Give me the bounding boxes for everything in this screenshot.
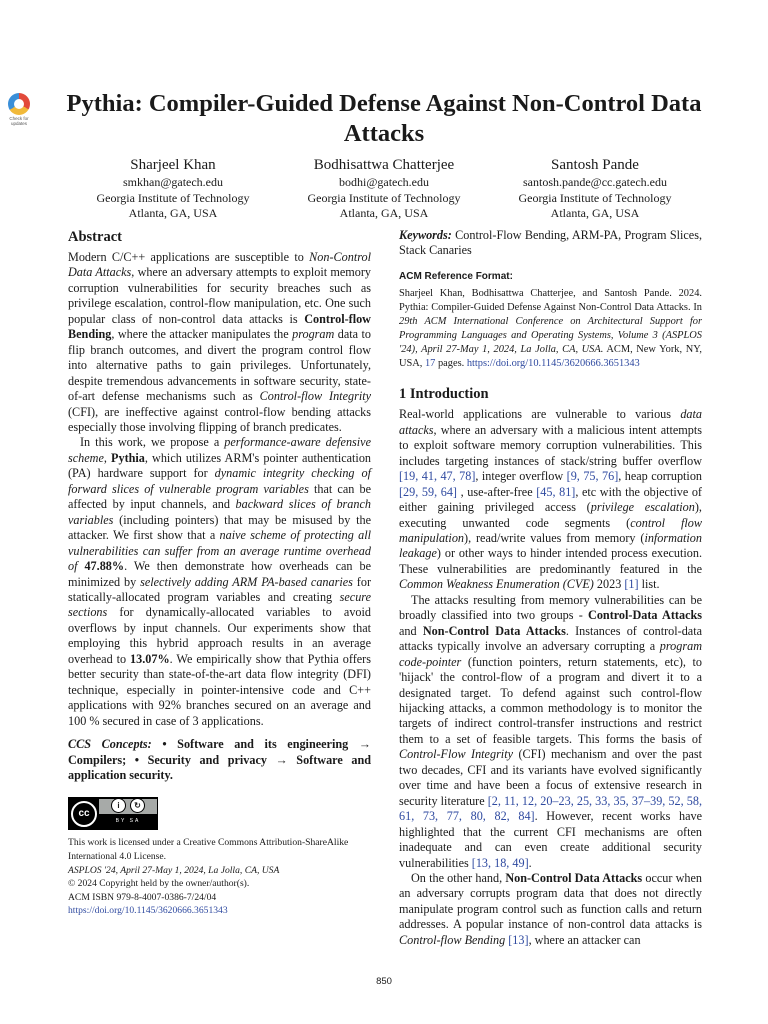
- check-for-updates-badge[interactable]: [4, 93, 34, 127]
- citation[interactable]: [13]: [508, 932, 529, 947]
- author-name: Bodhisattwa Chatterjee: [313, 157, 455, 173]
- license-block: [68, 836, 371, 918]
- citation[interactable]: [9, 75, 76]: [566, 469, 619, 484]
- author-1: [68, 155, 278, 222]
- author-affiliation: Georgia Institute of Technology: [96, 190, 250, 205]
- left-column: [68, 228, 371, 918]
- conference-line: ASPLOS '24, April 27-May 1, 2024, La Jolla, CA, USA: [68, 864, 280, 876]
- intro-paragraph-2: The attacks resulting from memory vulnerabilities can be broadly classified into two groups - Control-Data Attacks and Non-Control Data Attacks. Instances of control-data attacks typically involve an adversary corrupting a program code-pointer (function pointers, return statements, etc), to 'hijack' the control-flow of a program and divert it to a designated target. To defend against such control-flow hijacking attacks, a common methodology is to monitor the targets of indirect control-transfer instructions and restrict them to a set of feasible targets. This forms the basis of Control-Flow Integrity (CFI) mechanism and over the past two decades, CFI and its variants have evolved significantly over time and have been a focus of extensive research in security literature [2, 11, 12, 20–23, 25, 33, 35, 37–39, 52, 58, 61, 73, 77, 80, 82, 84]. However, recent works have highlighted that the current CFI mechanisms are often inadequate and can even create additional security vulnerabilities [13, 18, 49].: [399, 592, 703, 870]
- author-email: bodhi@gatech.edu: [338, 175, 430, 189]
- author-block: [68, 155, 700, 222]
- by-icon: i: [111, 798, 126, 813]
- keywords: Keywords: Control-Flow Bending, ARM-PA, Program Slices, Stack Canaries: [399, 228, 702, 258]
- author-location: Atlanta, GA, USA: [550, 206, 640, 221]
- paper-title: Pythia: Compiler-Guided Defense Against Non-Control Data Attacks: [66, 90, 702, 147]
- citation[interactable]: [45, 81]: [536, 484, 576, 499]
- isbn-line: ACM ISBN 979-8-4007-0386-7/24/04: [68, 891, 217, 903]
- citation[interactable]: [2, 11, 12, 20–23, 25, 33, 35, 37–39, 52, 58, 61, 73, 77, 80, 82, 84]: [399, 793, 702, 824]
- author-2: [279, 155, 489, 222]
- abstract-paragraph-1: Modern C/C++ applications are susceptible to Non-Control Data Attacks, where an adversary attempts to exploit memory corruption vulnerabilities for security breaches such as privilege escalation, control-flow manipulation, etc. One such popular class of non-control data attacks is Control-flow Bending, where the attacker manipulates the program data to flip branch outcomes, and divert the program control flow into alternative paths to gain privileges. Unfortunately, despite tremendous advancements in software security, state-of-art defense mechanisms such as Control-flow Integrity (CFI), are ineffective against control-flow bending attacks especially those involving flipping of branch predicates.: [68, 250, 371, 434]
- author-name: Sharjeel Khan: [130, 157, 216, 173]
- reference-format-heading: ACM Reference Format:: [399, 270, 513, 282]
- introduction-heading: 1 Introduction: [399, 386, 489, 403]
- crossmark-icon: [8, 93, 30, 115]
- author-affiliation: Georgia Institute of Technology: [518, 190, 672, 205]
- ccs-concepts: CCS Concepts: • Software and its engineering → Compilers; • Security and privacy → Software and application security.: [68, 737, 371, 782]
- license-text: This work is licensed under a Creative Commons Attribution-ShareAlike International 4.0 License.: [68, 837, 349, 862]
- author-email: smkhan@gatech.edu: [122, 175, 224, 189]
- author-3: [490, 155, 700, 222]
- intro-paragraph-1: Real-world applications are vulnerable to various data attacks, where an adversary with a malicious intent attempts to exploit software memory corruption vulnerabilities. This includes targeting instances of stack/string buffer overflow [19, 41, 47, 78], integer overflow [9, 75, 76], heap corruption [29, 59, 64] , use-after-free [45, 81], etc with the objective of either gaining privileged access (privilege escalation), executing unwanted code segments (control flow manipulation), read/write values from memory (information leakage) or other ways to hinder intended process execution. These vulnerabilities are predominantly featured in the Common Weakness Enumeration (CVE) 2023 [1] list.: [399, 407, 703, 592]
- sa-icon: ↻: [130, 798, 145, 813]
- crossmark-label: Check for updates: [9, 116, 29, 126]
- author-location: Atlanta, GA, USA: [128, 206, 218, 221]
- reference-doi-link[interactable]: https://doi.org/10.1145/3620666.3651343: [466, 358, 640, 370]
- citation[interactable]: [13, 18, 49]: [471, 855, 529, 870]
- author-location: Atlanta, GA, USA: [339, 206, 429, 221]
- citation[interactable]: [19, 41, 47, 78]: [399, 469, 476, 484]
- reference-format: Sharjeel Khan, Bodhisattwa Chatterjee, and Santosh Pande. 2024. Pythia: Compiler-Guided Defense Against Non-Control Data Attacks. In 29th ACM International Conference on Architectural Support for Programming Languages and Operating Systems, Volume 3 (ASPLOS '24), April 27-May 1, 2024, La Jolla, CA, USA. ACM, New York, NY, USA, 17 pages. https://doi.org/10.1145/3620666.3651343: [399, 288, 702, 370]
- copyright-line: © 2024 Copyright held by the owner/author(s).: [68, 878, 250, 890]
- author-name: Santosh Pande: [551, 157, 639, 173]
- abstract-paragraph-2: In this work, we propose a performance-aware defensive scheme, Pythia, which utilizes ARM's pointer authentication (PA) hardware support for dynamic integrity checking of forward slices of vulnerable program variables that can be affected by input channels, and backward slices of branch variables (including pointers) that may be misused by the attacker. We first show that a naive scheme of protecting all vulnerabilities can suffer from an average runtime overhead of 47.88%. We then demonstrate how overheads can be minimized by selectively adding ARM PA-based canaries for statically-allocated program variables and creating secure sections for dynamically-allocated variables to avoid overflows by input channels. Our experiments show that employing this hybrid approach results in an average overhead to 13.07%. We empirically show that Pythia offers better security than state-of-the-art data flow integrity (DFI) technique, especially in pointer-intensive code and C++ applications with 92% branches secured on an average and 100 % secured in case of 3 applications.: [68, 435, 372, 728]
- intro-paragraph-3: On the other hand, Non-Control Data Attacks occur when an adversary corrupts program data that does not directly manipulate program control such as function calls and return addresses. A popular instance of non-control data attacks is Control-flow Bending [13], where an attacker can: [399, 870, 702, 947]
- page-count-link[interactable]: 17: [424, 358, 436, 370]
- doi-link[interactable]: https://doi.org/10.1145/3620666.3651343: [68, 905, 228, 917]
- citation[interactable]: [29, 59, 64]: [399, 484, 457, 499]
- cc-license-badge[interactable]: cc i ↻ BY SA: [68, 797, 158, 830]
- cc-icon: cc: [69, 801, 99, 827]
- author-affiliation: Georgia Institute of Technology: [307, 190, 461, 205]
- abstract-heading: Abstract: [68, 229, 122, 245]
- citation[interactable]: [1]: [624, 577, 639, 592]
- author-email: santosh.pande@cc.gatech.edu: [523, 175, 667, 189]
- right-column: [399, 228, 702, 948]
- page-number: 850: [376, 976, 392, 987]
